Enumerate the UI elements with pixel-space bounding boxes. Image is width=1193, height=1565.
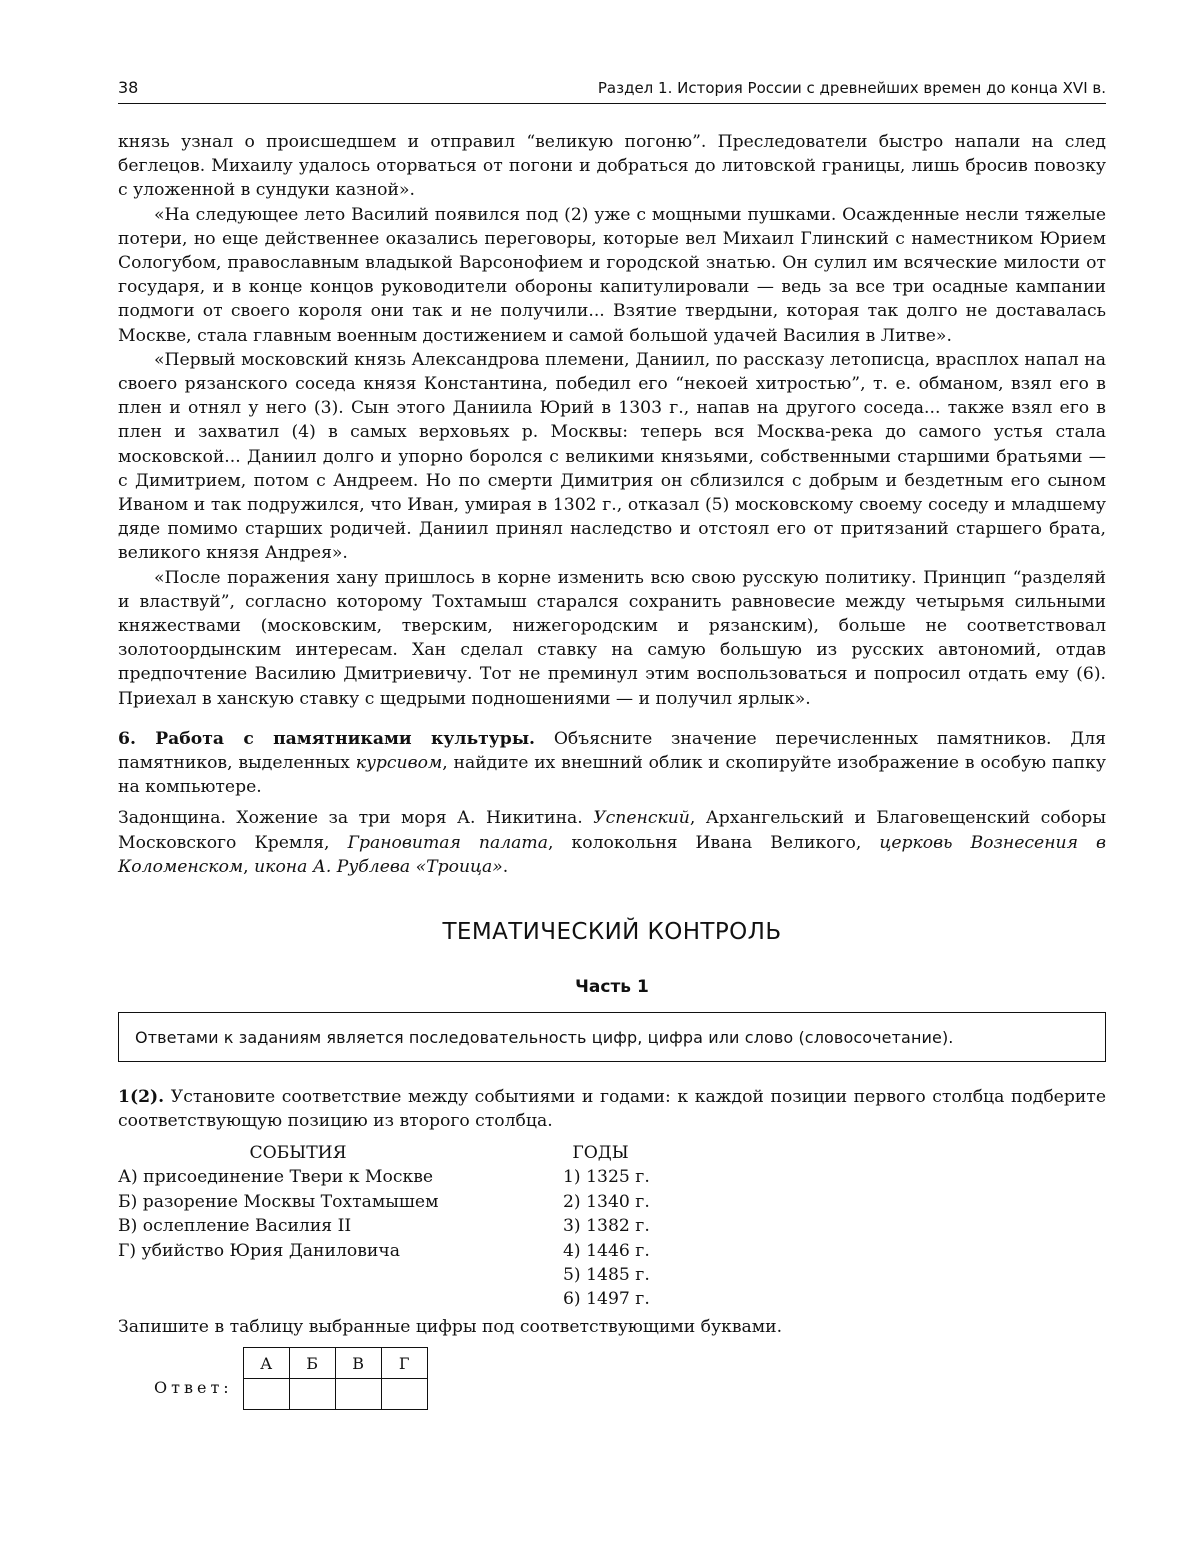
page-number: 38 [118,78,139,97]
notice-text: Ответами к заданиям является последовательность цифр, цифра или слово (словосочетание). [135,1027,954,1047]
answer-cell[interactable] [381,1379,427,1410]
task-6-instruction: 6. Работа с памятниками культуры. Объясните значение перечисленных памятников. Для памятников, выделенных курсивом, найдите их внешний облик и скопируйте изображение в особую папку на компьютере. [118,728,1106,798]
paragraph: «На следующее лето Василий появился под (2) уже с мощными пушками. Осажденные несли тяжелые потери, но еще действеннее оказались переговоры, которые вел Михаил Глинский с наместником Юрием Сологубом, православным владыкой Варсонофием и городской знатью. Он сулил им всяческие милости от государя, и в конце концов руководители обороны капитулировали — ведь за все три осадные кампании подмоги от своего короля они так и не получили... Взятие твердыни, которая так долго не доставалась Москве, стала главным военным достижением и самой большой удачей Василия в Литве». [118,204,1106,346]
task-6 [118,727,1106,879]
task-6-title: 6. Работа с памятниками культуры. [118,728,536,749]
answer-instruction: Запишите в таблицу выбранные цифры под соответствующими буквами. [118,1317,783,1338]
matching-columns [118,1141,1106,1309]
event-item: А) присоединение Твери к Москве [118,1167,434,1188]
running-title: Раздел 1. История России с древнейших времен до конца XVI в. [597,79,1106,97]
answer-cell[interactable] [335,1379,381,1410]
years-column [563,1141,703,1312]
answer-column-header: А [243,1348,289,1379]
event-item: Г) убийство Юрия Даниловича [118,1240,400,1261]
events-column [118,1141,538,1263]
main-text [118,130,1106,879]
answer-column-header: Г [381,1348,427,1379]
year-item: 1) 1325 г. [563,1167,650,1188]
notice-box [118,1012,1106,1062]
year-item: 2) 1340 г. [563,1191,650,1212]
event-item: Б) разорение Москвы Тохтамышем [118,1191,439,1212]
question-number: 1(2). [118,1087,165,1108]
paragraph: князь узнал о происшедшем и отправил “великую погоню”. Преследователи быстро напали на след беглецов. Михаилу удалось оторваться от погони и добраться до литовской границы, лишь бросив повозку с уложенной в сундуки казной». [118,132,1106,201]
monuments-list: Задонщина. Хожение за три моря А. Никитина. Успенский, Архангельский и Благовещенский соборы Московского Кремля, Грановитая палата, колокольня Ивана Великого, церковь Вознесения в Коломенском, икона А. Рублева «Троица». [118,808,1107,877]
year-item: 4) 1446 г. [563,1240,650,1261]
paragraph: «После поражения хану пришлось в корне изменить всю свою русскую политику. Принцип “разделяй и властвуй”, согласно которому Тохтамыш старался сохранить равновесие между четырьмя сильными княжествами (московским, тверским, нижегородским и рязанским), больше не соответствовал золотоордынским интересам. Хан сделал ставку на самую большую из русских автономий, отдав предпочтение Василию Дмитриевичу. Тот не преминул этим воспользоваться и попросил отдать ему (6). Приехал в ханскую ставку с щедрыми подношениями — и получил ярлык». [118,567,1106,709]
event-item: В) ослепление Василия II [118,1216,352,1237]
question-1 [118,1085,1106,1133]
answer-header-row [243,1348,427,1379]
answer-table [243,1347,428,1410]
answer-column-header: В [335,1348,381,1379]
answer-cell[interactable] [243,1379,289,1410]
question-text: Установите соответствие между событиями и годами: к каждой позиции первого столбца подберите соответствующую позицию из второго столбца. [118,1087,1106,1132]
paragraph: «Первый московский князь Александрова племени, Даниил, по рассказу летописца, врасплох напал на своего рязанского соседа князя Константина, победил его “некоей хитростью”, т. е. обманом, взял его в плен и отнял у него (3). Сын этого Даниила Юрий в 1303 г., напав на другого соседа... также взял его в плен и захватил (4) в самых верховьях р. Москвы: теперь вся Москва-река до самого устья стала московской... Даниил долго и упорно боролся с великими князьями, собственными старшими братьями — с Димитрием, потом с Андреем. Но по смерти Димитрия он сблизился с добрым и бездетным его сыном Иваном и так подружился, что Иван, умирая в 1302 г., отказал (5) московскому своему соседу и младшему дяде помимо старших родичей. Даниил принял наследство и отстоял его от притязаний старшего брата, великого князя Андрея». [118,349,1106,564]
years-header: ГОДЫ [572,1143,629,1164]
year-item: 5) 1485 г. [563,1265,650,1286]
page [118,78,1106,1410]
answer-area [118,1347,1106,1410]
events-header: СОБЫТИЯ [249,1143,347,1164]
year-item: 6) 1497 г. [563,1289,650,1310]
section-title: ТЕМАТИЧЕСКИЙ КОНТРОЛЬ [442,919,782,946]
answer-input-row [243,1379,427,1410]
part-title: Часть 1 [575,977,649,998]
answer-column-header: Б [289,1348,335,1379]
year-item: 3) 1382 г. [563,1216,650,1237]
page-header [118,78,1106,104]
answer-cell[interactable] [289,1379,335,1410]
answer-label: Ответ: [154,1378,233,1398]
